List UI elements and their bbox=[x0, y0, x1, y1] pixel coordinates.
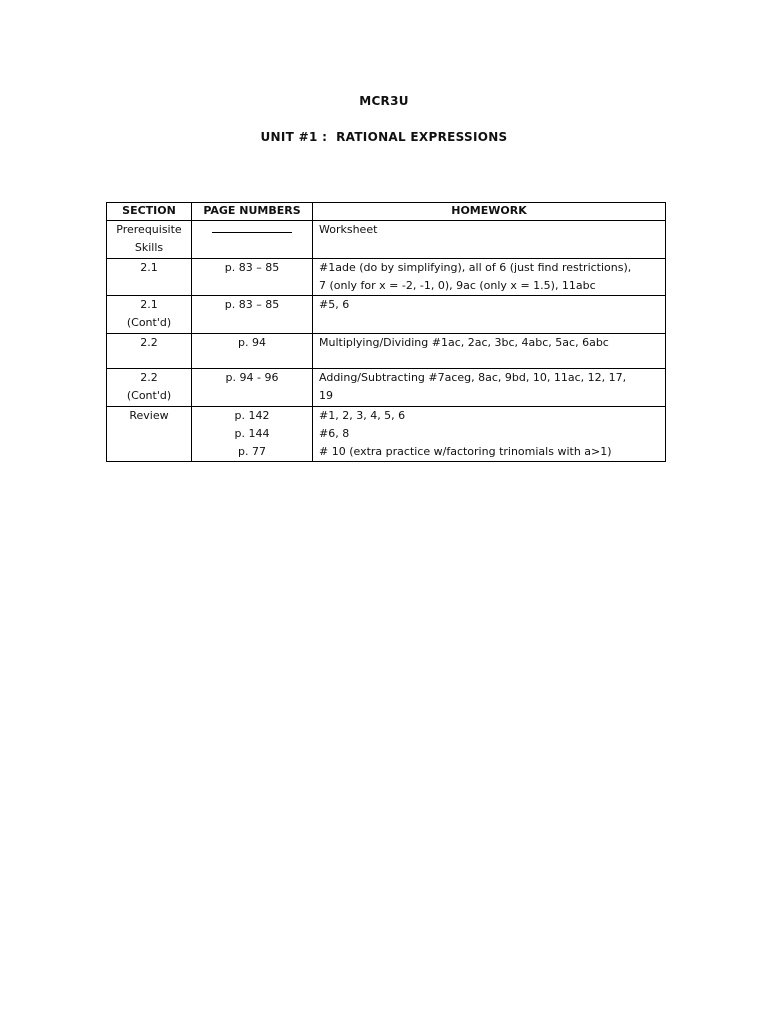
section-line: 2.2 bbox=[140, 336, 158, 349]
homework-line: #5, 6 bbox=[319, 298, 350, 311]
homework-line: Multiplying/Dividing #1ac, 2ac, 3bc, 4abc, 5ac, 6abc bbox=[319, 336, 609, 349]
pages-line: p. 142 bbox=[234, 409, 270, 422]
pages-line: p. 94 - 96 bbox=[225, 371, 279, 384]
table-row bbox=[107, 296, 666, 334]
section-cell bbox=[107, 334, 192, 369]
homework-line: #6, 8 bbox=[319, 427, 350, 440]
pages-line: p. 94 bbox=[238, 336, 266, 349]
homework-line: Worksheet bbox=[319, 223, 378, 236]
table-row bbox=[107, 369, 666, 407]
homework-cell bbox=[313, 259, 666, 296]
section-cell bbox=[107, 296, 192, 334]
homework-line: #1, 2, 3, 4, 5, 6 bbox=[319, 409, 406, 422]
section-line: (Cont'd) bbox=[126, 316, 172, 329]
table-header-row bbox=[107, 203, 666, 221]
table-row bbox=[107, 259, 666, 296]
pages-line: p. 83 – 85 bbox=[224, 298, 280, 311]
section-cell bbox=[107, 259, 192, 296]
blank-underline bbox=[212, 221, 292, 233]
table-row bbox=[107, 221, 666, 259]
section-line: Review bbox=[129, 409, 169, 422]
section-cell bbox=[107, 369, 192, 407]
section-line: 2.2 bbox=[140, 371, 158, 384]
table-row bbox=[107, 407, 666, 462]
homework-line: #1ade (do by simplifying), all of 6 (just find restrictions), bbox=[319, 261, 632, 274]
table-row bbox=[107, 334, 666, 369]
section-cell bbox=[107, 407, 192, 462]
section-line: Skills bbox=[134, 241, 164, 254]
table-body bbox=[107, 221, 666, 462]
homework-cell bbox=[313, 407, 666, 462]
homework-line: 7 (only for x = -2, -1, 0), 9ac (only x = 1.5), 11abc bbox=[319, 279, 596, 292]
section-cell bbox=[107, 221, 192, 259]
pages-line: p. 144 bbox=[234, 427, 270, 440]
pages-cell bbox=[192, 259, 313, 296]
unit-title: UNIT #1 : RATIONAL EXPRESSIONS bbox=[260, 130, 508, 144]
course-code: MCR3U bbox=[359, 94, 409, 108]
homework-line: 19 bbox=[319, 389, 333, 402]
pages-cell bbox=[192, 296, 313, 334]
pages-cell bbox=[192, 221, 313, 259]
pages-cell bbox=[192, 407, 313, 462]
homework-table bbox=[106, 202, 666, 462]
pages-cell bbox=[192, 334, 313, 369]
section-line: (Cont'd) bbox=[126, 389, 172, 402]
homework-line: Adding/Subtracting #7aceg, 8ac, 9bd, 10, 11ac, 12, 17, bbox=[319, 371, 627, 384]
homework-cell bbox=[313, 334, 666, 369]
pages-cell bbox=[192, 369, 313, 407]
section-line: 2.1 bbox=[140, 298, 158, 311]
pages-line: p. 77 bbox=[238, 445, 266, 458]
header-page-numbers: PAGE NUMBERS bbox=[192, 203, 313, 221]
homework-cell bbox=[313, 369, 666, 407]
homework-cell bbox=[313, 296, 666, 334]
header-homework: HOMEWORK bbox=[313, 203, 666, 221]
header-section: SECTION bbox=[107, 203, 192, 221]
pages-line: p. 83 – 85 bbox=[224, 261, 280, 274]
section-line: 2.1 bbox=[140, 261, 158, 274]
section-line: Prerequisite bbox=[116, 223, 182, 236]
homework-cell bbox=[313, 221, 666, 259]
homework-line: # 10 (extra practice w/factoring trinomials with a>1) bbox=[319, 445, 612, 458]
